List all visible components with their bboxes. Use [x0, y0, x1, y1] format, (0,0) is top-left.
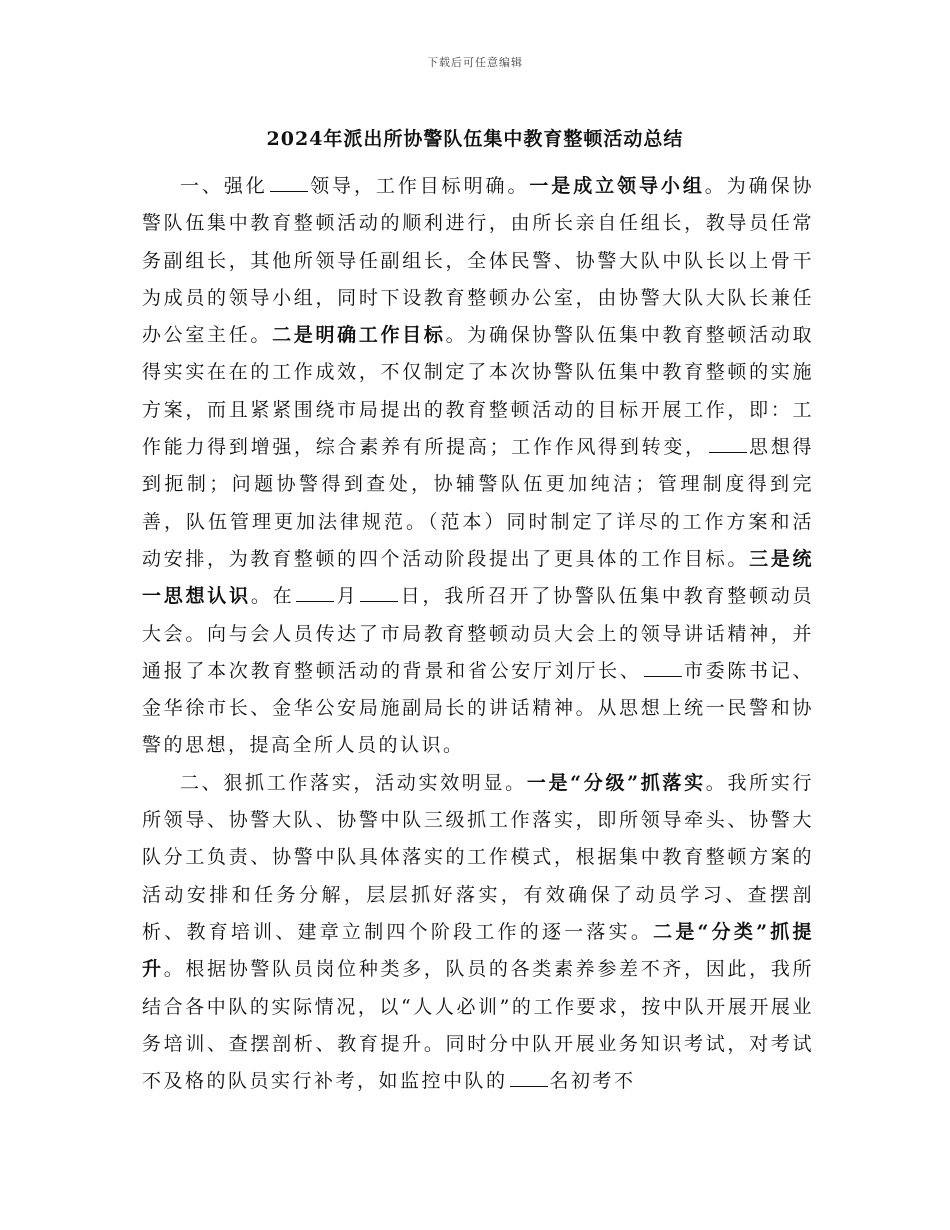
blank-line [270, 173, 308, 192]
p1-heading-1: 一是成立领导小组 [529, 175, 705, 197]
blank-line [296, 583, 334, 602]
blank-line [510, 1068, 548, 1087]
p2-text-c: 。我所实行所领导、协警大队、协警中队三级抓工作落实，即所领导牵头、协警大队分工负责、协警中队具体落实的工作模式，根据集中教育整顿方案的活动安排和任务分解，层层抓好落实，有效确保了动员学习、查摆剖析、教育培训、建章立制四个阶段工作的逐一落实。 [142, 771, 814, 943]
document-title: 2024年派出所协警队伍集中教育整顿活动总结 [266, 128, 684, 150]
document-body [142, 168, 814, 1100]
p1-text-b: 领导，工作目标明确。 [309, 175, 530, 197]
p1-heading-2: 二是明确工作目标 [272, 324, 446, 347]
p2-text-e: 。根据协警队员岗位种类多，队员的各类素养参差不齐，因此，我所结合各中队的实际情况，以“人人必训”的工作要求，按中队开展开展业务培训、查摆剖析、教育提升。同时分中队开展业务知识考试，对考试不及格的队员实行补考，如监控中队的 [142, 958, 814, 1093]
p1-text-l: 市委陈书记、金华徐市长、金华公安局施副局长的讲话精神。从思想上统一民警和协警的思想，提高全所人员的认识。 [142, 659, 814, 757]
paragraph-1 [142, 168, 814, 765]
p2-text-a: 二、狠抓工作落实，活动实效明显。 [180, 771, 527, 794]
p1-heading-3: 三是统一思想认识 [142, 547, 814, 608]
blank-line [644, 658, 682, 677]
p2-heading-2: 二是“分类”抓提升 [142, 920, 814, 981]
p1-text-g: 思想得到扼制；问题协警得到查处，协辅警队伍更加纯洁；管理制度得到完善，队伍管理更加法律规范。（范本）同时制定了详尽的工作方案和活动安排，为教育整顿的四个活动阶段提出了更具体的工作目标。 [142, 436, 814, 570]
header-note: 下载后可任意编辑 [427, 56, 523, 69]
p1-text-f: 。为确保协警队伍集中教育整顿活动取得实实在在的工作成效，不仅制定了本次协警队伍集中教育整顿的实施方案，而且紧紧围绕市局提出的教育整顿活动的目标开展工作，即：工作能力得到增强，综合素养有所提高；工作作风得到转变， [142, 324, 814, 459]
p1-text-i: 。在 [250, 585, 295, 608]
p2-text-f: 名初考不 [549, 1070, 636, 1093]
p1-text-d: 。为确保协警队伍集中教育整顿活动的顺利进行，由所长亲自任组长，教导员任常务副组长，其他所领导任副组长，全体民警、协警大队中队长以上骨干为成员的领导小组，同时下设教育整顿办公室，由协警大队大队长兼任办公室主任。 [142, 175, 814, 347]
blank-line [360, 583, 398, 602]
p1-text-k: 日，我所召开了协警队伍集中教育整顿动员大会。向与会人员传达了市局教育整顿动员大会上的领导讲话精神，并通报了本次教育整顿活动的背景和省公安厅刘厅长、 [142, 585, 814, 682]
p2-heading-1: 一是“分级”抓落实 [526, 771, 706, 794]
p1-text-a: 一、强化 [180, 175, 268, 197]
blank-line [709, 434, 747, 453]
paragraph-2 [142, 765, 814, 1101]
p1-text-j: 月 [336, 585, 359, 608]
